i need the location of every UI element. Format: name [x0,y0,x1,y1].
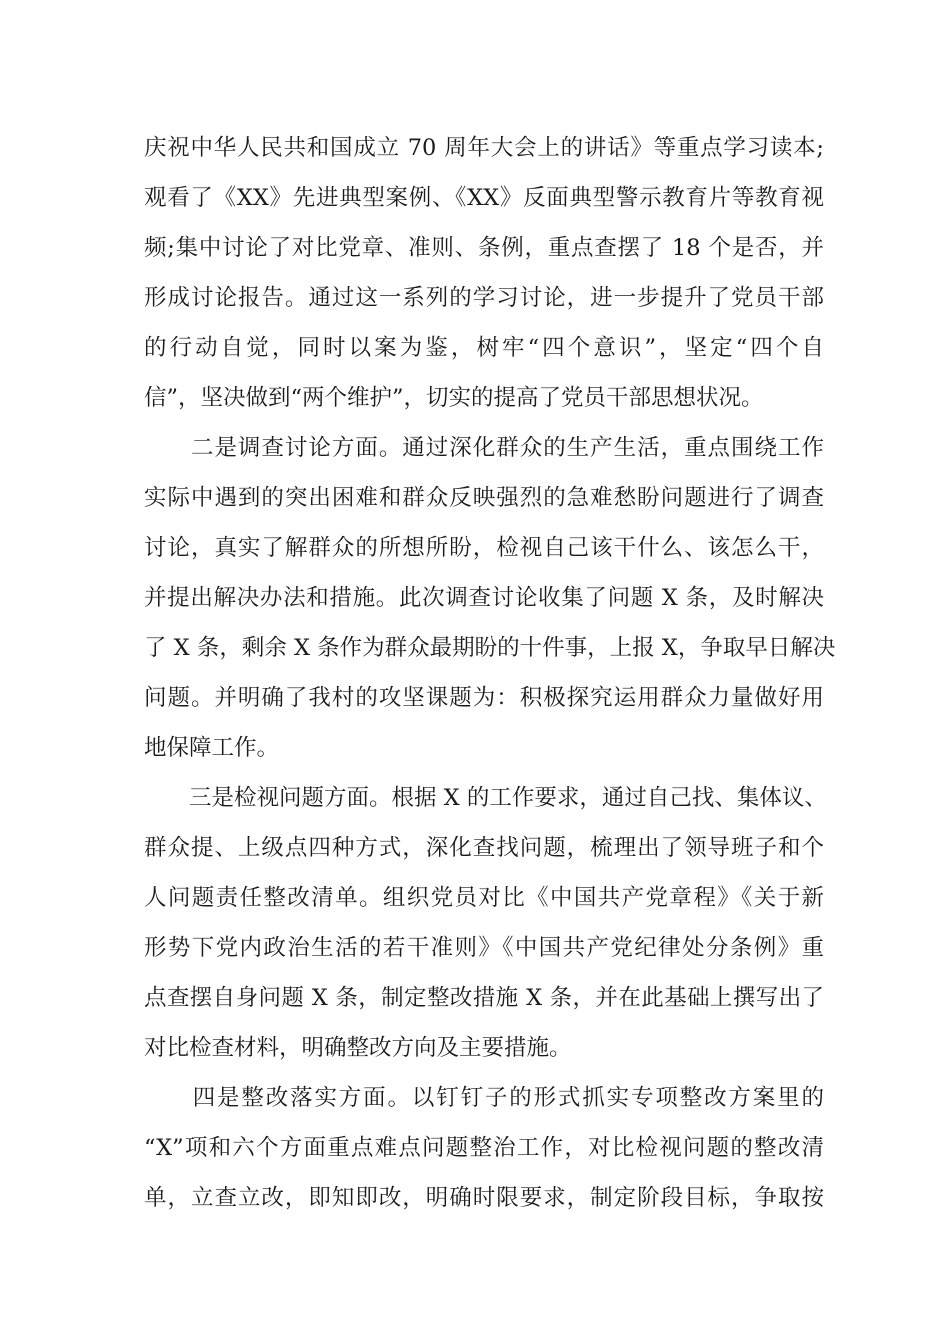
text-line: 点查摆自身问题 X 条，制定整改措施 X 条，并在此基础上撰写出了 [144,985,824,1011]
text-line: 单，立查立改，即知即改，明确时限要求，制定阶段目标，争取按 [144,1185,824,1211]
paragraph-first-line: 二是调查讨论方面。通过深化群众的生产生活，重点围绕工作 [144,435,824,461]
text-line: 形势下党内政治生活的若干准则》《中国共产党纪律处分条例》重 [144,935,824,961]
text-line: 信”，坚决做到“两个维护”，切实的提高了党员干部思想状况。 [144,385,764,411]
text-line: 对比检查材料，明确整改方向及主要措施。 [144,1035,572,1061]
text-line: 问题。并明确了我村的攻坚课题为：积极探究运用群众力量做好用 [144,685,824,711]
paragraph-first-line: 三是检视问题方面。根据 X 的工作要求，通过自己找、集体议、 [144,785,827,811]
text-line: 地保障工作。 [144,735,280,761]
text-line: 频;集中讨论了对比党章、准则、条例，重点查摆了 18 个是否，并 [144,235,824,261]
text-line: 庆祝中华人民共和国成立 70 周年大会上的讲话》等重点学习读本; [144,135,824,161]
text-line: 讨论，真实了解群众的所想所盼，检视自己该干什么、该怎么干， [144,535,824,561]
text-line: 人问题责任整改清单。组织党员对比《中国共产党章程》《关于新 [144,885,824,911]
text-line: “X”项和六个方面重点难点问题整治工作，对比检视问题的整改清 [144,1135,824,1161]
paragraph-first-line: 四是整改落实方面。以钉钉子的形式抓实专项整改方案里的 [144,1085,824,1111]
text-line: 实际中遇到的突出困难和群众反映强烈的急难愁盼问题进行了调查 [144,485,824,511]
text-line: 并提出解决办法和措施。此次调查讨论收集了问题 X 条，及时解决 [144,585,824,611]
text-line: 群众提、上级点四种方式，深化查找问题，梳理出了领导班子和个 [144,835,824,861]
text-line: 了 X 条，剩余 X 条作为群众最期盼的十件事，上报 X，争取早日解决 [144,635,836,661]
text-line: 的行动自觉，同时以案为鉴，树牢“四个意识”，坚定“四个自 [144,335,824,361]
text-line: 形成讨论报告。通过这一系列的学习讨论，进一步提升了党员干部 [144,285,824,311]
text-line: 观看了《XX》先进典型案例、《XX》反面典型警示教育片等教育视 [144,185,824,211]
